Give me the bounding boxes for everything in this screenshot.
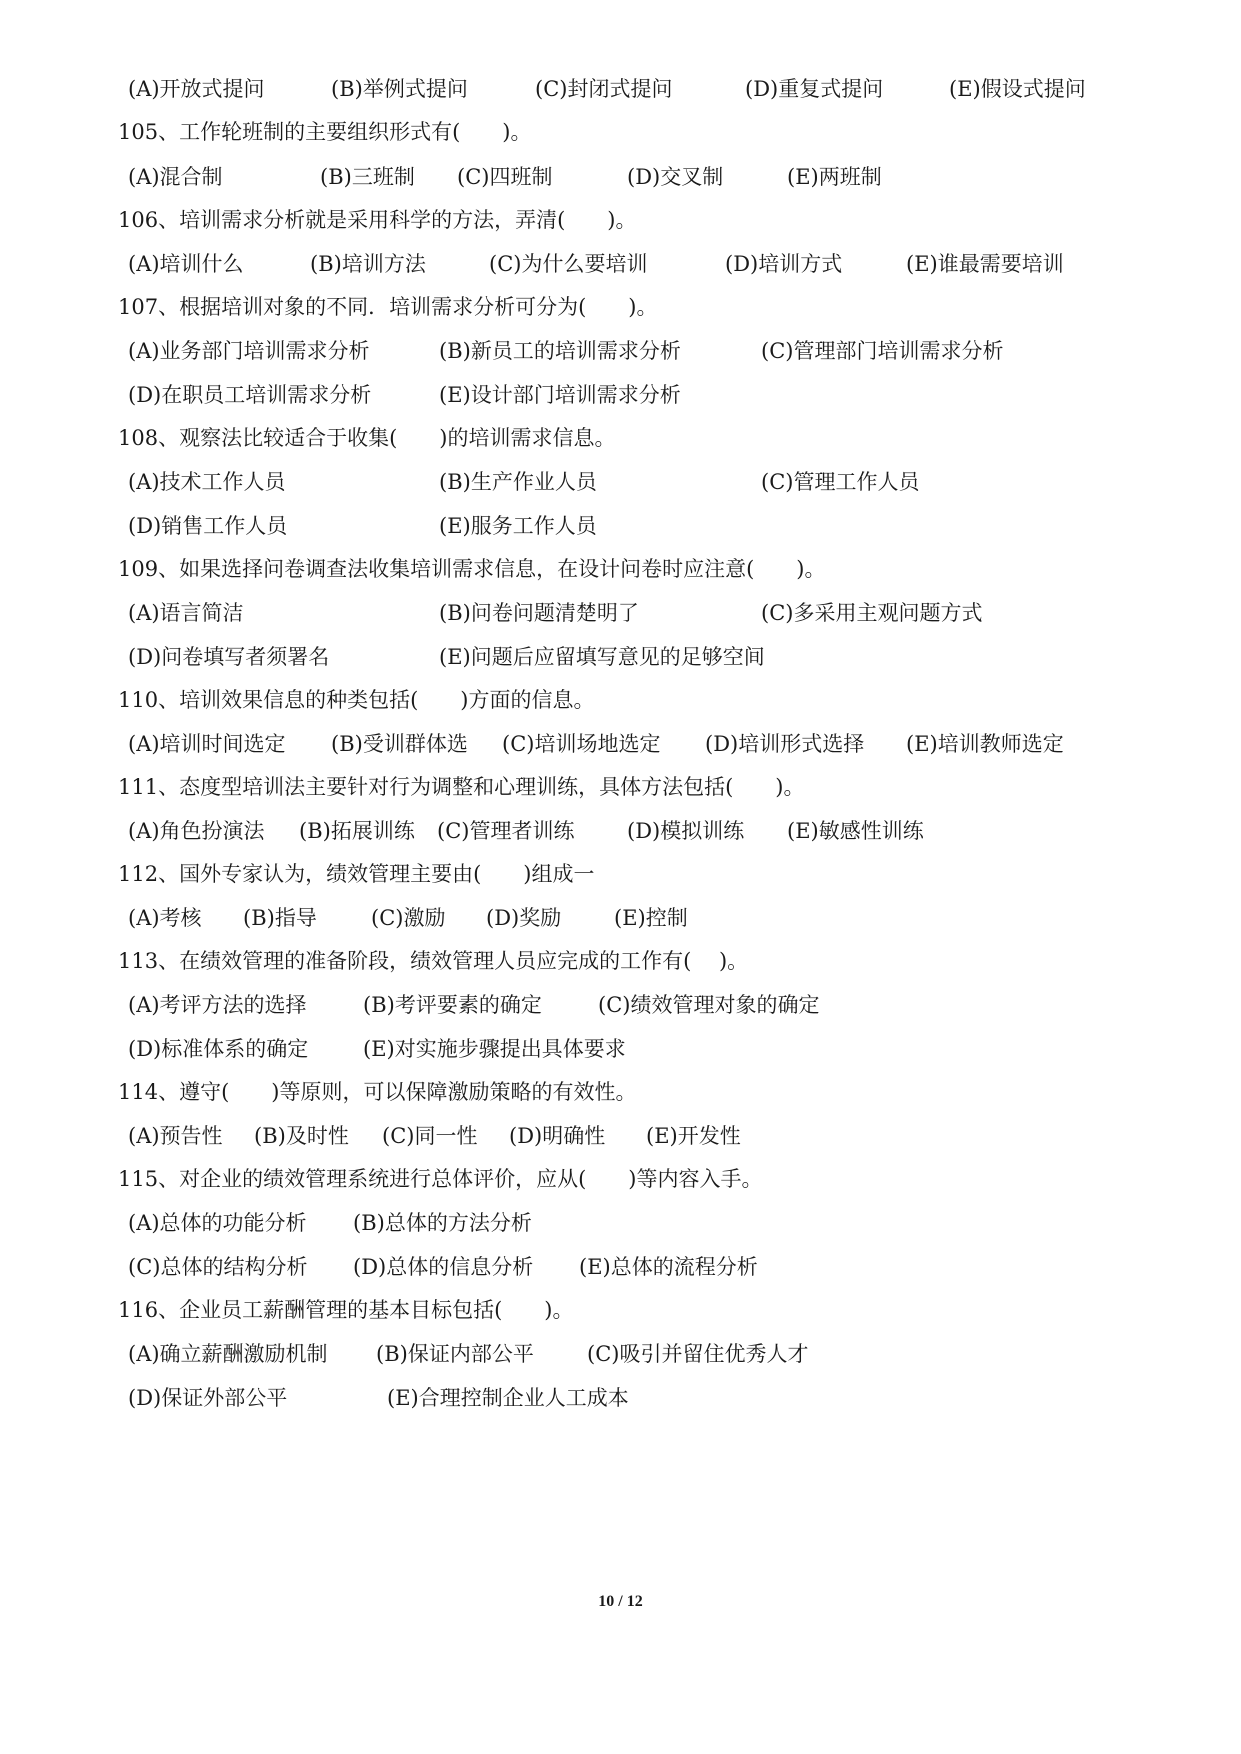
- option: (A)培训时间选定: [128, 732, 286, 756]
- page-number: 10 / 12: [598, 1593, 643, 1610]
- option: (E)设计部门培训需求分析: [439, 383, 681, 407]
- option: (D)问卷填写者须署名: [128, 645, 330, 669]
- option: (B)培训方法: [310, 252, 426, 276]
- option: (E)服务工作人员: [439, 514, 597, 538]
- option: (B)及时性: [254, 1124, 349, 1148]
- option: (E)开发性: [646, 1124, 741, 1148]
- option: (C)多采用主观问题方式: [761, 601, 983, 625]
- option: (C)封闭式提问: [535, 77, 673, 101]
- question-109: 109、如果选择问卷调查法收集培训需求信息，在设计问卷时应注意( )。: [118, 557, 826, 581]
- option: (B)新员工的培训需求分析: [439, 339, 681, 363]
- question-114: 114、遵守( )等原则，可以保障激励策略的有效性。: [118, 1080, 637, 1104]
- option: (D)在职员工培训需求分析: [128, 383, 372, 407]
- option: (E)假设式提问: [949, 77, 1086, 101]
- option: (A)语言简洁: [128, 601, 244, 625]
- option: (C)为什么要培训: [489, 252, 648, 276]
- option: (E)控制: [614, 906, 688, 930]
- option: (B)三班制: [320, 165, 415, 189]
- option: (B)生产作业人员: [439, 470, 597, 494]
- option: (C)绩效管理对象的确定: [598, 993, 820, 1017]
- option: (D)保证外部公平: [128, 1386, 288, 1410]
- option: (D)交叉制: [627, 165, 724, 189]
- option: (E)谁最需要培训: [906, 252, 1064, 276]
- option: (A)角色扮演法: [128, 819, 265, 843]
- question-105: 105、工作轮班制的主要组织形式有( )。: [118, 120, 532, 144]
- option: (A)总体的功能分析: [128, 1211, 307, 1235]
- option: (A)确立薪酬激励机制: [128, 1342, 328, 1366]
- question-112: 112、国外专家认为，绩效管理主要由( )组成一: [118, 862, 595, 886]
- option: (C)同一性: [382, 1124, 478, 1148]
- option: (B)考评要素的确定: [363, 993, 542, 1017]
- option: (E)敏感性训练: [787, 819, 924, 843]
- option: (A)预告性: [128, 1124, 223, 1148]
- option: (B)举例式提问: [331, 77, 468, 101]
- option: (D)总体的信息分析: [353, 1255, 534, 1279]
- option: (A)业务部门培训需求分析: [128, 339, 370, 363]
- option: (D)培训方式: [725, 252, 843, 276]
- option: (E)培训教师选定: [906, 732, 1064, 756]
- question-107: 107、根据培训对象的不同．培训需求分析可分为( )。: [118, 295, 658, 319]
- option: (C)管理者训练: [437, 819, 575, 843]
- option: (D)销售工作人员: [128, 514, 288, 538]
- question-110: 110、培训效果信息的种类包括( )方面的信息。: [118, 688, 595, 712]
- option: (A)开放式提问: [128, 77, 265, 101]
- question-116: 116、企业员工薪酬管理的基本目标包括( )。: [118, 1298, 574, 1322]
- option: (A)混合制: [128, 165, 223, 189]
- option: (C)吸引并留住优秀人才: [587, 1342, 809, 1366]
- question-108: 108、观察法比较适合于收集( )的培训需求信息。: [118, 426, 616, 450]
- option: (B)保证内部公平: [376, 1342, 534, 1366]
- option: (A)技术工作人员: [128, 470, 286, 494]
- question-111: 111、态度型培训法主要针对行为调整和心理训练，具体方法包括( )。: [118, 775, 805, 799]
- option: (E)总体的流程分析: [579, 1255, 758, 1279]
- option: (A)考核: [128, 906, 202, 930]
- option: (A)培训什么: [128, 252, 244, 276]
- option: (C)激励: [371, 906, 446, 930]
- option: (C)四班制: [457, 165, 553, 189]
- option: (D)培训形式选择: [705, 732, 865, 756]
- option: (B)问卷问题清楚明了: [439, 601, 639, 625]
- option: (B)总体的方法分析: [353, 1211, 532, 1235]
- option: (C)总体的结构分析: [128, 1255, 308, 1279]
- option: (D)重复式提问: [745, 77, 884, 101]
- option: (E)两班制: [787, 165, 882, 189]
- option: (D)模拟训练: [627, 819, 745, 843]
- question-115: 115、对企业的绩效管理系统进行总体评价，应从( )等内容入手。: [118, 1167, 763, 1191]
- option: (B)指导: [243, 906, 317, 930]
- option: (B)受训群体选: [331, 732, 468, 756]
- option: (E)对实施步骤提出具体要求: [363, 1037, 626, 1061]
- option: (D)奖励: [486, 906, 562, 930]
- option: (D)明确性: [509, 1124, 606, 1148]
- option: (C)管理工作人员: [761, 470, 920, 494]
- option: (B)拓展训练: [299, 819, 415, 843]
- option: (D)标准体系的确定: [128, 1037, 309, 1061]
- option: (C)管理部门培训需求分析: [761, 339, 1004, 363]
- option: (E)问题后应留填写意见的足够空间: [439, 645, 765, 669]
- question-106: 106、培训需求分析就是采用科学的方法，弄清( )。: [118, 208, 637, 232]
- option: (A)考评方法的选择: [128, 993, 307, 1017]
- option: (E)合理控制企业人工成本: [387, 1386, 629, 1410]
- question-113: 113、在绩效管理的准备阶段，绩效管理人员应完成的工作有( )。: [118, 949, 749, 973]
- option: (C)培训场地选定: [502, 732, 661, 756]
